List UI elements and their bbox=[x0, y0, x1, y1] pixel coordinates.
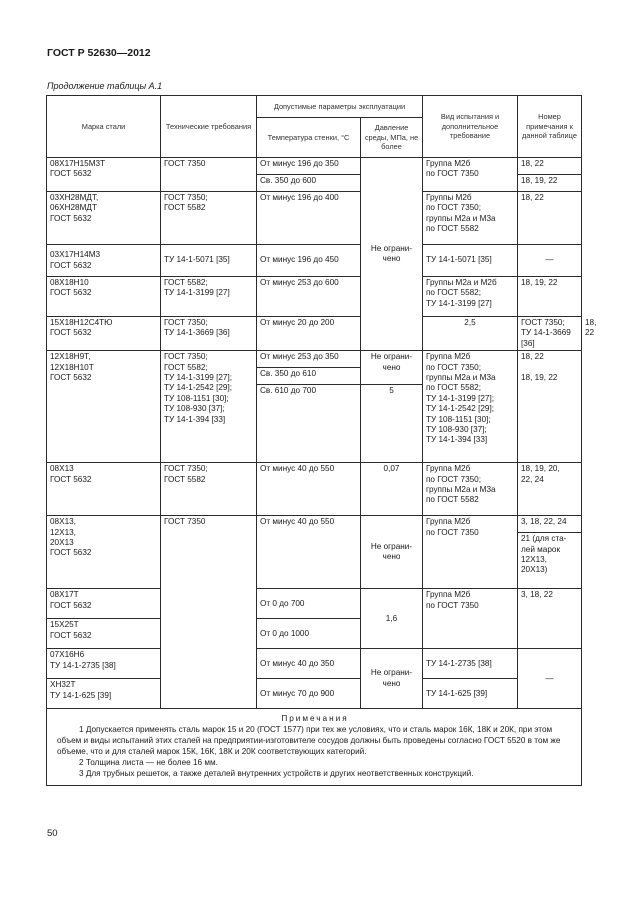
requirements-cell: ГОСТ 7350; ГОСТ 5582; ТУ 14-1-3199 [27]; ТУ 14-1-2542 [29]; ТУ 108-1151 [30]; ТУ 108-930 [37]; ТУ 14-1-394 [33] bbox=[161, 351, 257, 463]
requirements-cell: ТУ 14-1-5071 [35] bbox=[161, 245, 257, 277]
requirements-cell: ГОСТ 7350; ТУ 14-1-3669 [36] bbox=[161, 317, 257, 351]
table-row bbox=[47, 679, 582, 709]
grade-cell: 08Х13, 12Х13, 20Х13 ГОСТ 5632 bbox=[47, 516, 161, 589]
temperature-cell: От минус 196 до 450 bbox=[257, 245, 361, 277]
table-row bbox=[47, 192, 582, 245]
note-number-cell: 18, 19, 22 bbox=[518, 277, 582, 317]
table-caption: Продолжение таблицы А.1 bbox=[47, 81, 163, 91]
temperature-cell: От минус 253 до 350 bbox=[257, 351, 361, 368]
temperature-cell: От минус 40 до 550 bbox=[257, 516, 361, 589]
pressure-cell: 1,6 bbox=[361, 589, 423, 649]
header-steel-grade: Марка стали bbox=[47, 96, 161, 158]
header-pressure: Давление среды, МПа, не более bbox=[361, 118, 423, 158]
temperature-cell: Св. 350 до 600 bbox=[257, 175, 361, 192]
table-row bbox=[47, 516, 582, 533]
temperature-cell: Св. 350 до 610 bbox=[257, 368, 361, 385]
requirements-cell: ГОСТ 7350; ГОСТ 5582 bbox=[161, 463, 257, 516]
table-row bbox=[47, 245, 582, 277]
note-number-cell: 18, 22 bbox=[518, 158, 582, 175]
requirements-cell: ГОСТ 7350 bbox=[161, 158, 257, 192]
grade-cell: 15Х25Т ГОСТ 5632 bbox=[47, 619, 161, 649]
temperature-cell: От минус 20 до 200 bbox=[257, 317, 361, 351]
header-temperature: Температура стенки, °С bbox=[257, 118, 361, 158]
table-row bbox=[47, 649, 582, 679]
pressure-cell: Не ограни- чено bbox=[361, 158, 423, 351]
table-row bbox=[47, 463, 582, 516]
grade-cell: ХН32Т ТУ 14-1-625 [39] bbox=[47, 679, 161, 709]
table-header-row bbox=[47, 96, 582, 118]
note-item: 1 Допускается применять сталь марок 15 и 20 (ГОСТ 1577) при тех же условиях, что и сталь марок 16К, 18К и 20К, при этом объем и виды испытаний этих сталей на предприятии-изготовителе сосудов должны быть проведены согласно ГОСТ 5520 в том же объеме, что и для сталей марок 15К, 16К, 18К и 20К соответствующих категорий. bbox=[57, 725, 561, 757]
header-tech-requirements: Технические требования bbox=[161, 96, 257, 158]
table-row bbox=[47, 158, 582, 175]
note-number-cell: 18, 19, 22 bbox=[518, 175, 582, 192]
test-type-cell: Группа М2б по ГОСТ 7350; группы М2а и М3а по ГОСТ 5582 bbox=[423, 463, 518, 516]
pressure-cell: 0,07 bbox=[361, 463, 423, 516]
grade-cell: 08Х17Н15М3Т ГОСТ 5632 bbox=[47, 158, 161, 192]
note-number-cell: — bbox=[518, 649, 582, 709]
temperature-cell: От минус 196 до 400 bbox=[257, 192, 361, 245]
temperature-cell: От 0 до 1000 bbox=[257, 619, 361, 649]
grade-cell: 08Х18Н10 ГОСТ 5632 bbox=[47, 277, 161, 317]
grade-cell: 08Х13 ГОСТ 5632 bbox=[47, 463, 161, 516]
test-type-cell: Группа М2б по ГОСТ 7350 bbox=[423, 516, 518, 589]
table-row bbox=[47, 277, 582, 317]
table-row: 15Х18Н12С4ТЮ ГОСТ 5632 ГОСТ 7350; ТУ 14-1-3669 [36] От минус 20 до 200 2,5 ГОСТ 7350; ТУ 14-1-3669 [36] 18, 22 bbox=[47, 317, 582, 351]
notes-row bbox=[47, 709, 582, 786]
note-item: 3 Для трубных решеток, а также деталей внутренних устройств и других неответственных конструкций. bbox=[79, 769, 474, 779]
requirements-cell: ГОСТ 7350 bbox=[161, 516, 257, 709]
pressure-cell: 2,5 bbox=[423, 317, 518, 351]
note-number-cell: 3, 18, 22, 24 bbox=[518, 516, 582, 533]
temperature-cell: Св. 610 до 700 bbox=[257, 385, 361, 463]
notes-title: Примечания bbox=[281, 714, 349, 724]
temperature-cell: От минус 196 до 350 bbox=[257, 158, 361, 175]
temperature-cell: От 0 до 700 bbox=[257, 589, 361, 619]
test-type-cell: Группа М2б по ГОСТ 7350 bbox=[423, 589, 518, 649]
test-type-cell: ГОСТ 7350; ТУ 14-1-3669 [36] bbox=[518, 317, 582, 351]
temperature-cell: От минус 40 до 550 bbox=[257, 463, 361, 516]
header-note-number: Номер примечания к данной таблице bbox=[518, 96, 582, 158]
table-notes bbox=[47, 709, 582, 786]
grade-cell: 03ХН28МДТ, 06ХН28МДТ ГОСТ 5632 bbox=[47, 192, 161, 245]
note-number-cell: 3, 18, 22 bbox=[518, 589, 582, 649]
document-header: ГОСТ Р 52630—2012 bbox=[47, 47, 151, 59]
header-operating-params: Допустимые параметры эксплуатации bbox=[257, 96, 423, 118]
test-type-cell: ТУ 14-1-2735 [38] bbox=[423, 649, 518, 679]
table-row bbox=[47, 351, 582, 368]
requirements-cell: ГОСТ 5582; ТУ 14-1-3199 [27] bbox=[161, 277, 257, 317]
steel-grades-table bbox=[46, 95, 597, 786]
header-test-type: Вид испытания и дополнительное требование bbox=[423, 96, 518, 158]
temperature-cell: От минус 70 до 900 bbox=[257, 679, 361, 709]
pressure-cell: Не ограни- чено bbox=[361, 649, 423, 709]
test-type-cell: Группа М2б по ГОСТ 7350; группы М2а и М3а по ГОСТ 5582; ТУ 14-1-3199 [27]; ТУ 14-1-2542 [29]; ТУ 108-1151 [30]; ТУ 108-930 [37]; ТУ 14-1-394 [33] bbox=[423, 351, 518, 463]
test-type-cell: Группа М2б по ГОСТ 7350 bbox=[423, 158, 518, 192]
grade-cell: 12Х18Н9Т, 12Х18Н10Т ГОСТ 5632 bbox=[47, 351, 161, 463]
test-type-cell: ТУ 14-1-5071 [35] bbox=[423, 245, 518, 277]
table-row bbox=[47, 589, 582, 619]
test-type-cell: Группы М2а и М2б по ГОСТ 5582; ТУ 14-1-3199 [27] bbox=[423, 277, 518, 317]
note-item: 2 Толщина листа — не более 16 мм. bbox=[79, 758, 218, 768]
note-number-cell: 18, 19, 20, 22, 24 bbox=[518, 463, 582, 516]
requirements-cell: ГОСТ 7350; ГОСТ 5582 bbox=[161, 192, 257, 245]
grade-cell: 03Х17Н14М3 ГОСТ 5632 bbox=[47, 245, 161, 277]
note-number-cell: — bbox=[518, 245, 582, 277]
grade-cell: 15Х18Н12С4ТЮ ГОСТ 5632 bbox=[47, 317, 161, 351]
page-number: 50 bbox=[47, 828, 58, 839]
grade-cell: 07Х16Н6 ТУ 14-1-2735 [38] bbox=[47, 649, 161, 679]
note-number-cell: 21 (для ста- лей марок 12Х13, 20Х13) bbox=[518, 533, 582, 589]
note-number-cell: 18, 22 bbox=[518, 192, 582, 245]
test-type-cell: Группы М2б по ГОСТ 7350; группы М2а и М3а по ГОСТ 5582 bbox=[423, 192, 518, 245]
grade-cell: 08Х17Т ГОСТ 5632 bbox=[47, 589, 161, 619]
pressure-cell: Не ограни- чено bbox=[361, 516, 423, 589]
temperature-cell: От минус 253 до 600 bbox=[257, 277, 361, 317]
temperature-cell: От минус 40 до 350 bbox=[257, 649, 361, 679]
pressure-cell: 5 bbox=[361, 385, 423, 463]
test-type-cell: ТУ 14-1-625 [39] bbox=[423, 679, 518, 709]
pressure-cell: Не ограни- чено bbox=[361, 351, 423, 385]
note-number-cell: 18, 22 18, 19, 22 bbox=[518, 351, 582, 463]
